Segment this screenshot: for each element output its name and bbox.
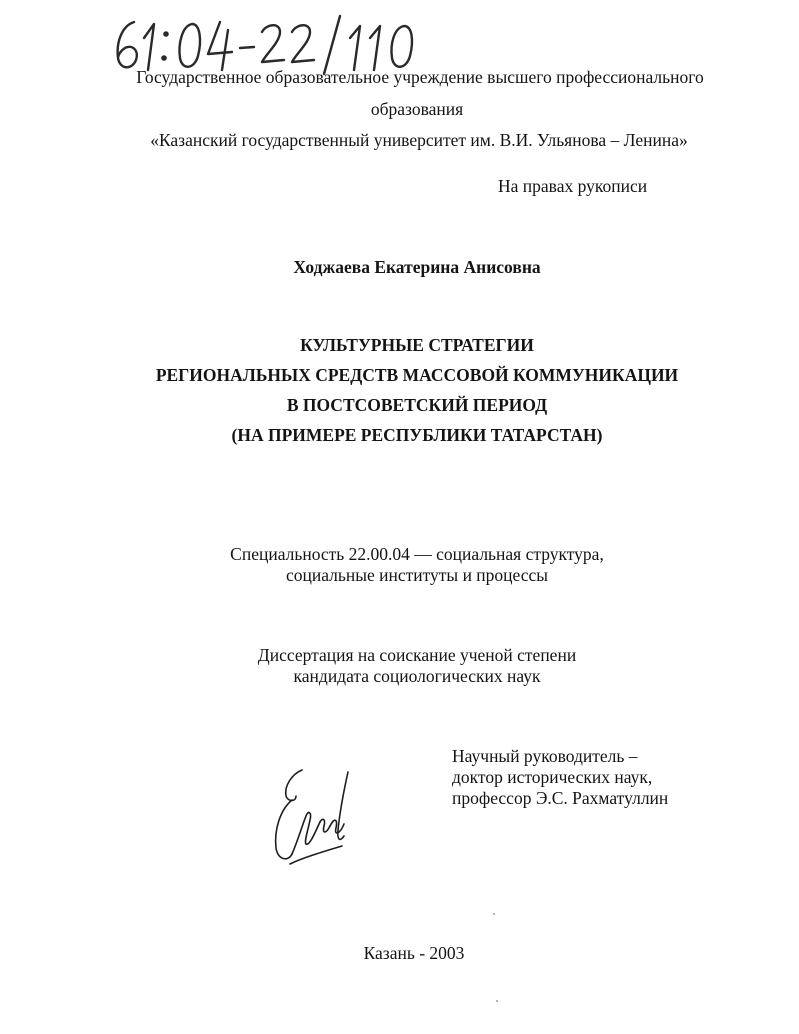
scan-speck	[493, 913, 495, 915]
scan-speck	[496, 1000, 498, 1002]
specialty-line-1: Специальность 22.00.04 — социальная структура,	[230, 544, 604, 564]
supervisor-line-2: доктор исторических наук,	[452, 767, 653, 787]
dissertation-title-line-1: КУЛЬТУРНЫЕ СТРАТЕГИИ	[300, 335, 534, 355]
degree-line-1: Диссертация на соискание ученой степени	[257, 645, 577, 665]
degree-line-2: кандидата социологических наук	[293, 666, 541, 686]
institution-line-1: Государственное образовательное учреждение высшего профессионального	[136, 67, 704, 87]
author-name: Ходжаева Екатерина Анисовна	[293, 257, 541, 277]
supervisor-line-1: Научный руководитель –	[452, 746, 638, 766]
supervisor-line-3: профессор Э.С. Рахматуллин	[452, 788, 669, 808]
specialty-line-2: социальные институты и процессы	[285, 565, 549, 585]
city-year: Казань - 2003	[363, 943, 465, 963]
handwritten-signature	[262, 760, 362, 870]
university-name: «Казанский государственный университет им. В.И. Ульянова – Ленина»	[150, 130, 688, 150]
dissertation-title-line-2: РЕГИОНАЛЬНЫХ СРЕДСТВ МАССОВОЙ КОММУНИКАЦИИ	[155, 365, 679, 385]
manuscript-note: На правах рукописи	[498, 176, 648, 196]
institution-line-2: образования	[370, 99, 464, 119]
dissertation-title-line-4: (НА ПРИМЕРЕ РЕСПУБЛИКИ ТАТАРСТАН)	[231, 425, 603, 445]
dissertation-title-line-3: В ПОСТСОВЕТСКИЙ ПЕРИОД	[286, 395, 548, 415]
